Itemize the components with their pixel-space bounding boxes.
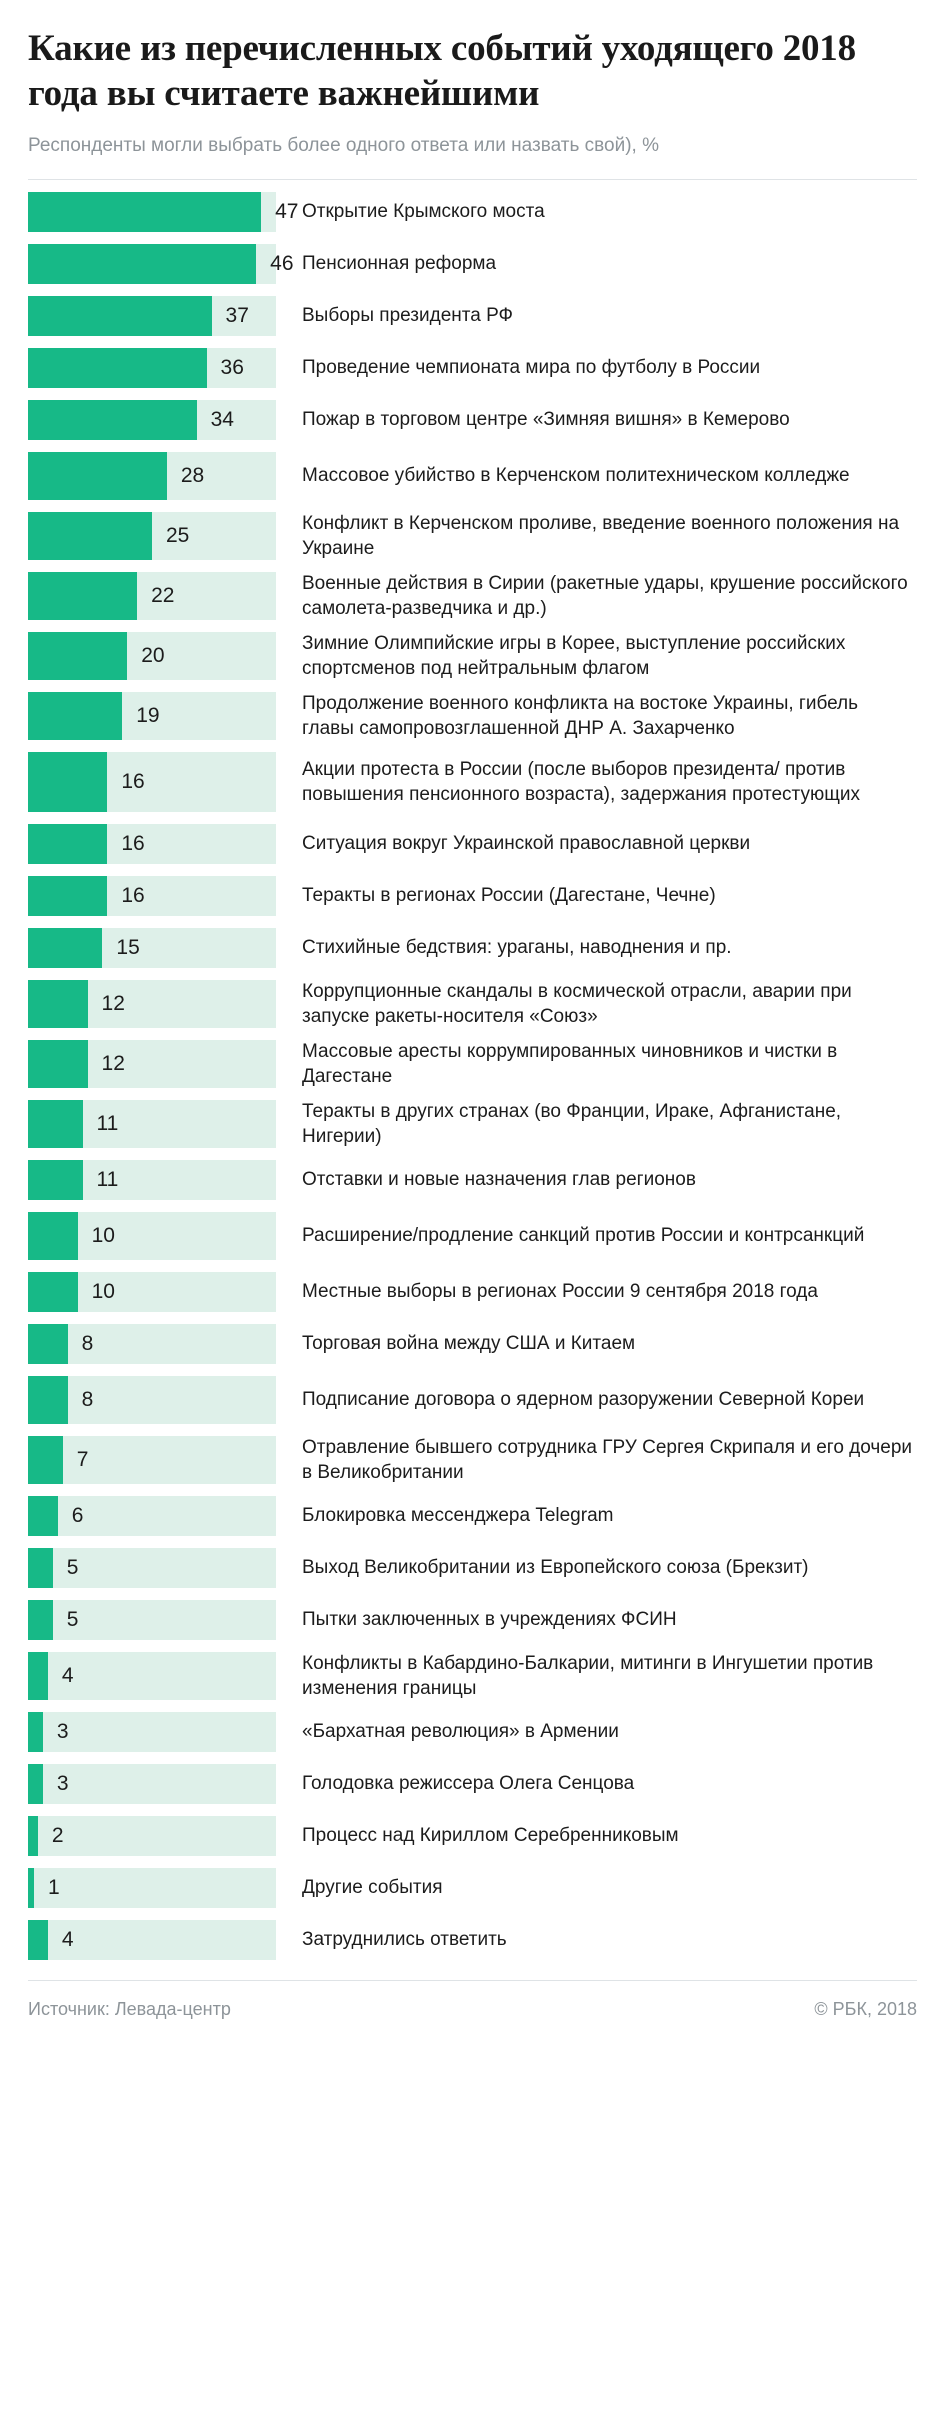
- bar-cell: [28, 1490, 276, 1542]
- bar-label: Ситуация вокруг Украинской православной церкви: [302, 833, 751, 855]
- bar-label: Зимние Олимпийские игры в Корее, выступление российских спортсменов под нейтральным флагом: [302, 632, 846, 679]
- bar-cell: [28, 342, 276, 394]
- table-row: [28, 1862, 917, 1914]
- bar-fill: [28, 1272, 78, 1312]
- bar-fill: [28, 348, 207, 388]
- bar-label: Голодовка режиссера Олега Сенцова: [302, 1773, 635, 1795]
- bar-fill: [28, 928, 102, 968]
- source-label: Источник: Левада-центр: [28, 1998, 231, 2019]
- bar-track: [28, 1266, 276, 1318]
- bar-fill: [28, 1868, 34, 1908]
- bar-background: [28, 1496, 276, 1536]
- bar-track: [28, 1034, 276, 1094]
- bar-fill: [28, 876, 107, 916]
- bar-background: [28, 400, 276, 440]
- bar-value: 10: [91, 1223, 115, 1247]
- bar-fill: [28, 572, 137, 620]
- bar-track: [28, 686, 276, 746]
- bar-fill: [28, 244, 256, 284]
- bar-cell: [28, 1914, 276, 1966]
- bar-background: [28, 1212, 276, 1260]
- bar-cell: [28, 1810, 276, 1862]
- table-row: [28, 1810, 917, 1862]
- bar-cell: [28, 1094, 276, 1154]
- bar-value: 8: [81, 1331, 94, 1355]
- table-row: [28, 394, 917, 446]
- table-row: [28, 1706, 917, 1758]
- table-row: [28, 974, 917, 1034]
- bar-cell: [28, 1706, 276, 1758]
- bar-value: 6: [71, 1503, 84, 1527]
- bar-cell: [28, 1646, 276, 1706]
- bar-label: Блокировка мессенджера Telegram: [302, 1505, 614, 1527]
- bar-fill: [28, 824, 107, 864]
- bar-label: Торговая война между США и Китаем: [302, 1333, 636, 1355]
- bar-value: 12: [101, 1051, 125, 1075]
- table-row: [28, 686, 917, 746]
- bar-fill: [28, 1160, 83, 1200]
- bar-value: 37: [225, 303, 249, 327]
- bar-chart-rows: [28, 180, 917, 1966]
- page-title: Какие из перечисленных событий уходящего 2018 года вы считаете важнейшими: [28, 28, 856, 115]
- bar-cell: [28, 1542, 276, 1594]
- table-row: [28, 922, 917, 974]
- bar-track: [28, 186, 299, 238]
- table-row: [28, 1758, 917, 1810]
- bar-track: [28, 626, 276, 686]
- bar-background: [28, 980, 276, 1028]
- bar-fill: [28, 1436, 63, 1484]
- bar-label: Акции протеста в России (после выборов президента/ против повышения пенсионного возраста), задержания протестующих: [302, 758, 860, 805]
- bar-label: Массовые аресты коррумпированных чиновников и чистки в Дагестане: [302, 1040, 838, 1087]
- bar-value: 5: [66, 1607, 79, 1631]
- bar-cell: [28, 238, 294, 290]
- bar-value: 1: [48, 1875, 60, 1899]
- bar-track: [28, 1318, 276, 1370]
- table-row: [28, 1430, 917, 1490]
- bar-label: Пенсионная реформа: [302, 253, 497, 275]
- table-row: [28, 1206, 917, 1266]
- bar-value: 36: [220, 355, 244, 379]
- bar-background: [28, 512, 276, 560]
- bar-track: [28, 870, 276, 922]
- table-row: [28, 342, 917, 394]
- table-row: [28, 238, 917, 290]
- bar-fill: [28, 192, 261, 232]
- table-row: [28, 1542, 917, 1594]
- bar-fill: [28, 752, 107, 812]
- bar-track: [28, 394, 276, 446]
- bar-track: [28, 1810, 276, 1862]
- bar-cell: [28, 1370, 276, 1430]
- bar-cell: [28, 506, 276, 566]
- bar-label: Коррупционные скандалы в космической отрасли, аварии при запуске ракеты-носителя «Союз»: [302, 980, 852, 1027]
- bar-cell: [28, 290, 276, 342]
- bar-fill: [28, 1764, 43, 1804]
- bar-value: 15: [116, 935, 140, 959]
- bar-value: 16: [121, 769, 145, 793]
- bar-fill: [28, 452, 167, 500]
- bar-fill: [28, 1920, 48, 1960]
- bar-value: 12: [101, 991, 125, 1015]
- bar-cell: [28, 1758, 276, 1810]
- table-row: [28, 746, 917, 818]
- bar-label: Массовое убийство в Керченском политехническом колледже: [302, 465, 850, 487]
- table-row: [28, 1094, 917, 1154]
- bar-fill: [28, 1816, 38, 1856]
- bar-value: 20: [141, 643, 165, 667]
- bar-label: Пытки заключенных в учреждениях ФСИН: [302, 1609, 677, 1631]
- bar-label: Стихийные бедствия: ураганы, наводнения и пр.: [302, 937, 732, 959]
- bar-track: [28, 1490, 276, 1542]
- bar-value: 7: [76, 1447, 89, 1471]
- table-row: [28, 506, 917, 566]
- table-row: [28, 290, 917, 342]
- table-row: [28, 1266, 917, 1318]
- bar-label: Отставки и новые назначения глав регионов: [302, 1169, 696, 1191]
- bar-cell: [28, 686, 276, 746]
- bar-background: [28, 1600, 276, 1640]
- bar-cell: [28, 746, 276, 818]
- copyright-label: © РБК, 2018: [814, 1998, 917, 2019]
- bar-background: [28, 752, 276, 812]
- bar-fill: [28, 296, 212, 336]
- bar-track: [28, 922, 276, 974]
- bar-fill: [28, 1600, 53, 1640]
- bar-background: [28, 1040, 276, 1088]
- bar-fill: [28, 1376, 68, 1424]
- bar-fill: [28, 400, 197, 440]
- bar-track: [28, 974, 276, 1034]
- bar-background: [28, 244, 276, 284]
- bar-track: [28, 1646, 276, 1706]
- table-row: [28, 1154, 917, 1206]
- bar-label: Пожар в торговом центре «Зимняя вишня» в Кемерово: [302, 409, 790, 431]
- bar-track: [28, 1430, 276, 1490]
- bar-track: [28, 446, 276, 506]
- bar-background: [28, 1548, 276, 1588]
- bar-label: Затруднились ответить: [302, 1929, 507, 1951]
- bar-track: [28, 818, 276, 870]
- bar-label: Выборы президента РФ: [302, 305, 513, 327]
- bar-track: [28, 1758, 276, 1810]
- bar-value: 5: [66, 1555, 79, 1579]
- bar-label: Подписание договора о ядерном разоружении Северной Кореи: [302, 1389, 865, 1411]
- bar-value: 28: [180, 463, 205, 487]
- bar-value: 16: [121, 831, 145, 855]
- bar-label: Проведение чемпионата мира по футболу в России: [302, 357, 761, 379]
- bar-background: [28, 928, 276, 968]
- table-row: [28, 446, 917, 506]
- bar-background: [28, 192, 276, 232]
- bar-background: [28, 1272, 276, 1312]
- bar-cell: [28, 870, 276, 922]
- bar-fill: [28, 1324, 68, 1364]
- bar-fill: [28, 512, 152, 560]
- bar-value: 10: [91, 1279, 115, 1303]
- page-subtitle: Респонденты могли выбрать более одного ответа или назвать свой), %: [28, 135, 659, 157]
- bar-cell: [28, 1594, 276, 1646]
- bar-background: [28, 1324, 276, 1364]
- bar-cell: [28, 974, 276, 1034]
- bar-cell: [28, 1206, 276, 1266]
- bar-fill: [28, 1652, 48, 1700]
- bar-background: [28, 1816, 276, 1856]
- bar-value: 46: [270, 251, 294, 275]
- table-row: [28, 1646, 917, 1706]
- table-row: [28, 818, 917, 870]
- bar-value: 4: [61, 1663, 74, 1687]
- bar-fill: [28, 980, 88, 1028]
- bar-fill: [28, 1100, 83, 1148]
- bar-fill: [28, 632, 127, 680]
- bar-cell: [28, 922, 276, 974]
- bar-background: [28, 876, 276, 916]
- footer: [28, 1980, 917, 2046]
- bar-fill: [28, 692, 122, 740]
- bar-value: 2: [51, 1823, 64, 1847]
- bar-cell: [28, 394, 276, 446]
- bar-fill: [28, 1212, 78, 1260]
- table-row: [28, 626, 917, 686]
- table-row: [28, 1914, 917, 1966]
- bar-track: [28, 1706, 276, 1758]
- bar-cell: [28, 1318, 276, 1370]
- bar-label: Расширение/продление санкций против России и контрсанкций: [302, 1225, 865, 1247]
- bar-label: Местные выборы в регионах России 9 сентября 2018 года: [302, 1281, 818, 1303]
- bar-track: [28, 1862, 276, 1914]
- bar-track: [28, 1542, 276, 1594]
- bar-cell: [28, 818, 276, 870]
- bar-track: [28, 506, 276, 566]
- bar-value: 25: [166, 523, 190, 547]
- table-row: [28, 566, 917, 626]
- bar-label: Продолжение военного конфликта на востоке Украины, гибель главы самопровозглашенной ДНР А. Захарченко: [302, 692, 859, 739]
- bar-track: [28, 1370, 276, 1430]
- bar-label: Процесс над Кириллом Серебренниковым: [302, 1825, 679, 1847]
- bar-track: [28, 290, 276, 342]
- bar-track: [28, 238, 294, 290]
- bar-track: [28, 1206, 276, 1266]
- bar-label: Теракты в регионах России (Дагестане, Чечне): [302, 885, 716, 907]
- bar-track: [28, 1914, 276, 1966]
- bar-label: Конфликт в Керченском проливе, введение военного положения на Украине: [302, 512, 900, 559]
- table-row: [28, 870, 917, 922]
- table-row: [28, 1594, 917, 1646]
- bar-value: 4: [61, 1927, 74, 1951]
- bar-cell: [28, 1154, 276, 1206]
- bar-cell: [28, 566, 276, 626]
- bar-value: 11: [96, 1111, 119, 1135]
- bar-cell: [28, 1034, 276, 1094]
- bar-cell: [28, 1862, 276, 1914]
- bar-fill: [28, 1040, 88, 1088]
- bar-cell: [28, 1430, 276, 1490]
- bar-label: Выход Великобритании из Европейского союза (Брекзит): [302, 1557, 809, 1579]
- bar-label: «Бархатная революция» в Армении: [302, 1721, 619, 1743]
- bar-track: [28, 1594, 276, 1646]
- bar-background: [28, 824, 276, 864]
- table-row: [28, 186, 917, 238]
- table-row: [28, 1034, 917, 1094]
- bar-value: 22: [151, 583, 175, 607]
- bar-cell: [28, 626, 276, 686]
- bar-background: [28, 1436, 276, 1484]
- bar-background: [28, 1160, 276, 1200]
- bar-fill: [28, 1548, 53, 1588]
- bar-value: 3: [56, 1771, 69, 1795]
- table-row: [28, 1318, 917, 1370]
- bar-cell: [28, 446, 276, 506]
- bar-cell: [28, 1266, 276, 1318]
- bar-value: 8: [81, 1387, 94, 1411]
- bar-label: Другие события: [302, 1877, 443, 1899]
- bar-label: Отравление бывшего сотрудника ГРУ Сергея Скрипаля и его дочери в Великобритании: [302, 1436, 913, 1483]
- bar-value: 47: [275, 199, 299, 223]
- table-row: [28, 1370, 917, 1430]
- bar-background: [28, 452, 276, 500]
- bar-label: Открытие Крымского моста: [302, 201, 545, 223]
- bar-track: [28, 566, 276, 626]
- bar-fill: [28, 1712, 43, 1752]
- bar-value: 16: [121, 883, 145, 907]
- bar-background: [28, 1100, 276, 1148]
- bar-track: [28, 746, 276, 818]
- bar-value: 34: [210, 407, 234, 431]
- bar-track: [28, 1094, 276, 1154]
- bar-track: [28, 1154, 276, 1206]
- bar-value: 11: [96, 1167, 119, 1191]
- table-row: [28, 1490, 917, 1542]
- bar-label: Конфликты в Кабардино-Балкарии, митинги в Ингушетии против изменения границы: [302, 1652, 874, 1699]
- bar-track: [28, 342, 276, 394]
- bar-fill: [28, 1496, 58, 1536]
- bar-value: 3: [56, 1719, 69, 1743]
- bar-label: Военные действия в Сирии (ракетные удары, крушение российского самолета-разведчика и др.): [302, 572, 908, 619]
- bar-cell: [28, 186, 299, 238]
- bar-value: 19: [136, 703, 160, 727]
- bar-label: Теракты в других странах (во Франции, Ираке, Афганистане, Нигерии): [302, 1100, 842, 1147]
- bar-background: [28, 1868, 276, 1908]
- bar-background: [28, 1376, 276, 1424]
